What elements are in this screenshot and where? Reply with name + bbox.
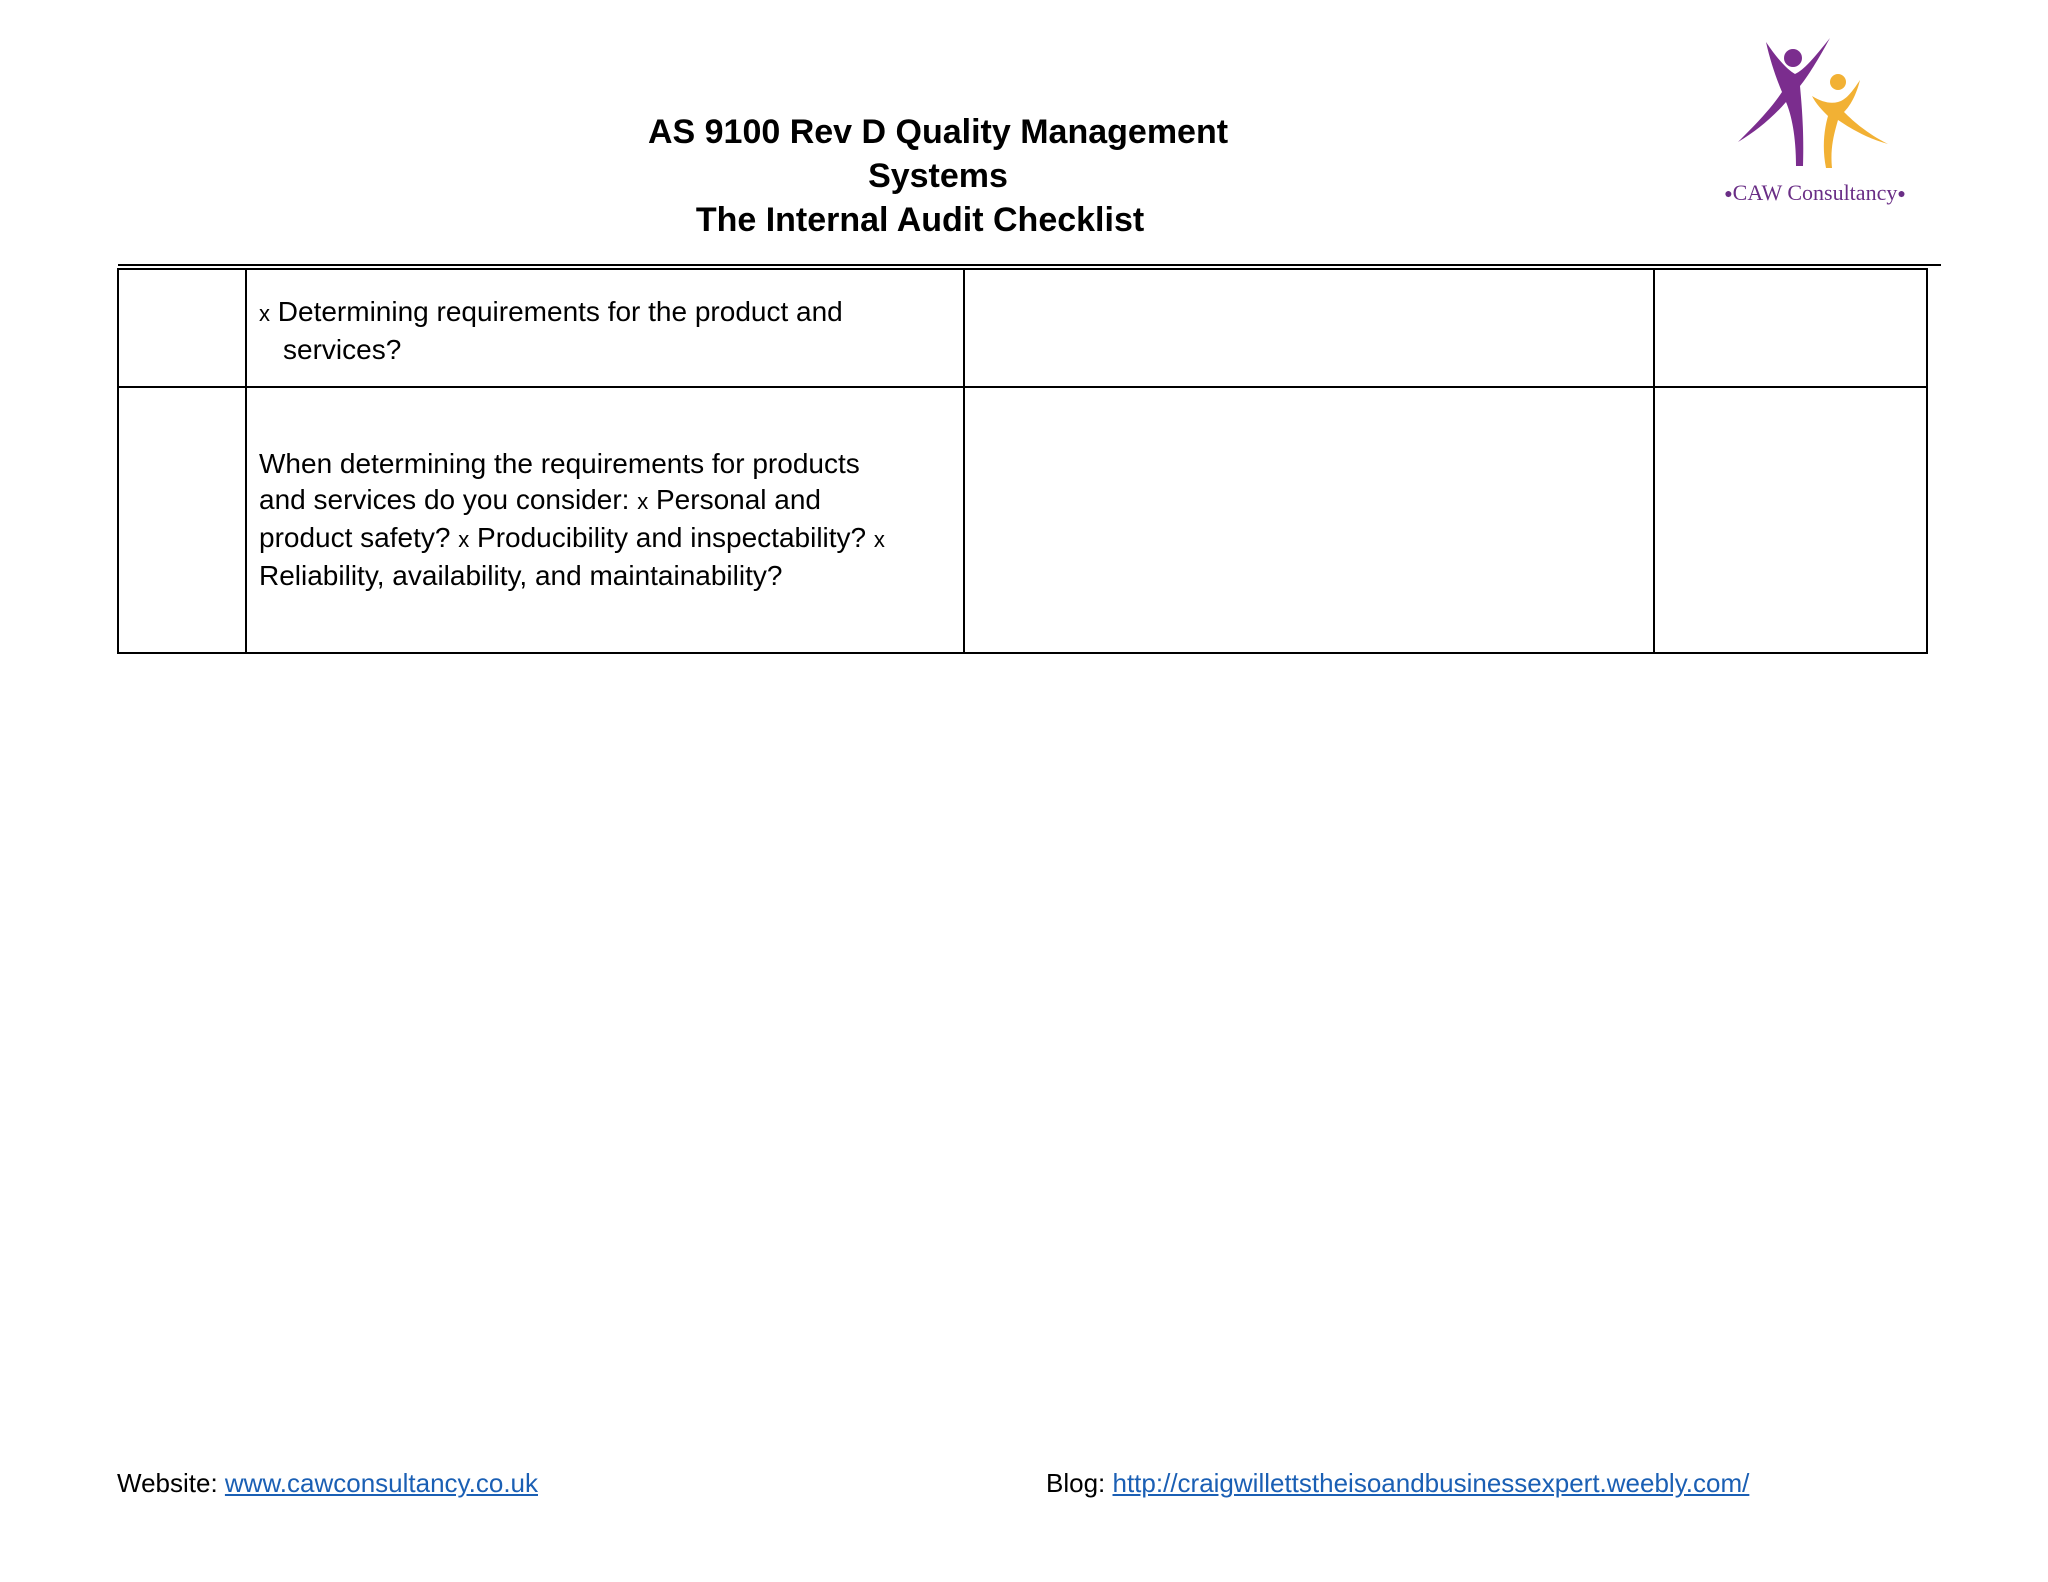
question-line — [259, 520, 953, 558]
bullet-marker: x — [873, 527, 885, 552]
website-label: Website: — [117, 1468, 225, 1498]
document-header — [560, 110, 1280, 242]
document-subtitle: The Internal Audit Checklist — [695, 201, 1145, 239]
website-link[interactable]: www.cawconsultancy.co.uk — [224, 1468, 538, 1498]
clause-cell — [118, 387, 246, 653]
question-cell — [246, 269, 964, 387]
question-line — [259, 482, 953, 520]
question-fragment: Personal and — [648, 484, 822, 515]
question-line: Determining requirements for the product and — [277, 296, 843, 327]
evidence-cell — [964, 269, 1654, 387]
question-text — [247, 446, 963, 594]
question-fragment: Producibility and inspectability? — [469, 522, 874, 553]
question-line: Reliability, availability, and maintainability? — [259, 560, 783, 591]
table-row — [118, 387, 1927, 653]
people-logo-icon — [1700, 30, 1930, 180]
blog-link[interactable]: http://craigwillettstheisoandbusinessexpert.weebly.com/ — [1112, 1468, 1750, 1498]
caw-consultancy-logo — [1700, 30, 1930, 210]
footer-website — [117, 1468, 538, 1499]
blog-label: Blog: — [1046, 1468, 1113, 1498]
audit-checklist-table — [117, 268, 1928, 654]
evidence-cell — [964, 387, 1654, 653]
result-cell — [1654, 269, 1927, 387]
bullet-marker: x — [458, 527, 470, 552]
question-cell — [246, 387, 964, 653]
bullet-marker: x — [637, 489, 649, 514]
logo-wordmark — [1700, 180, 1930, 206]
document-title: AS 9100 Rev D Quality Management Systems — [647, 113, 1229, 195]
result-cell — [1654, 387, 1927, 653]
clause-cell — [118, 269, 246, 387]
question-fragment: product safety? — [259, 522, 459, 553]
question-line: When determining the requirements for products — [259, 448, 860, 479]
bullet-marker: x — [259, 301, 270, 326]
footer-blog — [1046, 1468, 1749, 1499]
question-line: services? — [283, 334, 402, 365]
logo-dot-right: ● — [1897, 186, 1906, 202]
logo-text: CAW Consultancy — [1732, 180, 1898, 205]
logo-dot-left: ● — [1724, 186, 1733, 202]
question-fragment: and services do you consider: — [259, 484, 638, 515]
table-row — [118, 269, 1927, 387]
question-text — [247, 288, 963, 368]
header-divider — [118, 264, 1941, 266]
